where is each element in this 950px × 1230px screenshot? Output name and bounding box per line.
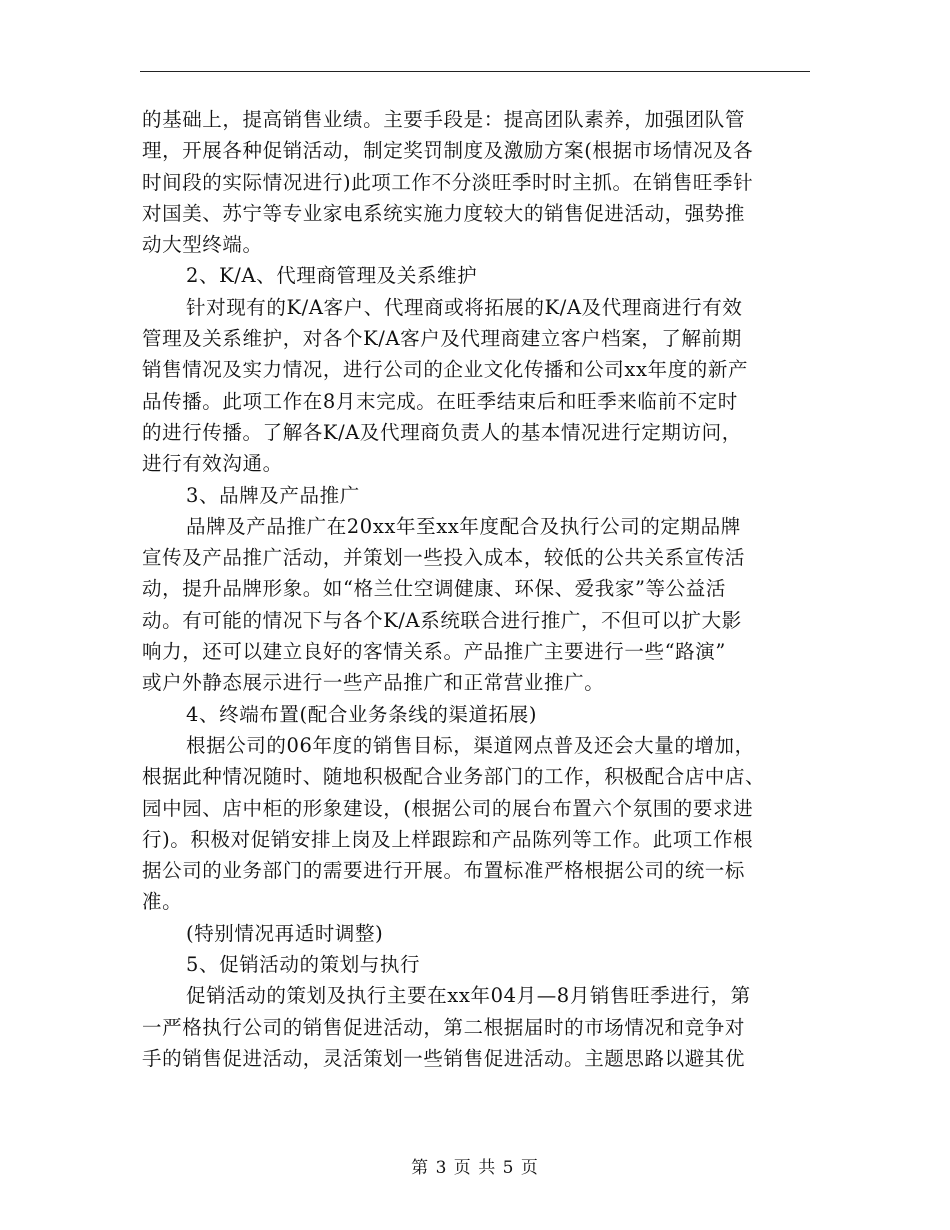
text-line: 4、终端布置(配合业务条线的渠道拓展)	[186, 702, 538, 726]
text-line: 对国美、苏宁等专业家电系统实施力度较大的销售促进活动，强势推	[142, 201, 746, 225]
text-line: 据公司的业务部门的需要进行开展。布置标准严格根据公司的统一标	[142, 859, 746, 883]
text-line: 品牌及产品推广在20xx年至xx年度配合及执行公司的定期品牌	[186, 514, 741, 538]
text-line: 手的销售促进活动，灵活策划一些销售促进活动。主题思路以避其优	[142, 1046, 746, 1070]
header-rule	[140, 71, 810, 72]
text-line: 3、品牌及产品推广	[186, 483, 360, 507]
text-line: 促销活动的策划及执行主要在xx年04月—8月销售旺季进行，第	[186, 984, 751, 1008]
text-line: 根据此种情况随时、随地积极配合业务部门的工作，积极配合店中店、	[142, 765, 766, 789]
text-line: 管理及关系维护，对各个K/A客户及代理商建立客户档案，了解前期	[142, 327, 742, 351]
text-line: 的基础上，提高销售业绩。主要手段是：提高团队素养，加强团队管	[142, 108, 746, 131]
text-line: (特别情况再适时调整)	[186, 921, 384, 945]
text-line: 响力，还可以建立良好的客情关系。产品推广主要进行一些“路演”	[142, 640, 726, 664]
text-line: 行)。积极对促销安排上岗及上样跟踪和产品陈列等工作。此项工作根	[142, 827, 754, 851]
body-text	[142, 104, 810, 1074]
text-line: 针对现有的K/A客户、代理商或将拓展的K/A及代理商进行有效	[186, 295, 743, 319]
text-line: 动大型终端。	[142, 233, 263, 257]
text-line: 理，开展各种促销活动，制定奖罚制度及激励方案(根据市场情况及各	[142, 139, 754, 163]
text-line: 品传播。此项工作在8月末完成。在旺季结束后和旺季来临前不定时	[142, 389, 738, 413]
text-line: 进行有效沟通。	[142, 452, 283, 476]
text-line: 时间段的实际情况进行)此项工作不分淡旺季时时主抓。在销售旺季针	[142, 170, 754, 194]
text-line: 园中园、店中柜的形象建设，(根据公司的展台布置六个氛围的要求进	[142, 796, 754, 820]
text-line: 动，提升品牌形象。如“格兰仕空调健康、环保、爱我家”等公益活	[142, 577, 726, 601]
text-line: 2、K/A、代理商管理及关系维护	[186, 264, 478, 288]
page-footer: 第 3 页 共 5 页	[411, 1158, 539, 1178]
text-line: 准。	[142, 890, 183, 914]
text-line: 动。有可能的情况下与各个K/A系统联合进行推广，不但可以扩大影	[142, 608, 742, 632]
text-line: 5、促销活动的策划与执行	[186, 953, 421, 977]
text-line: 销售情况及实力情况，进行公司的企业文化传播和公司xx年度的新产	[142, 358, 749, 382]
text-line: 根据公司的06年度的销售目标，渠道网点普及还会大量的增加，	[186, 733, 755, 757]
text-line: 宣传及产品推广活动，并策划一些投入成本，较低的公共关系宣传活	[142, 546, 746, 570]
text-line: 或户外静态展示进行一些产品推广和正常营业推广。	[142, 671, 605, 695]
text-line: 一严格执行公司的销售促进活动，第二根据届时的市场情况和竞争对	[142, 1015, 746, 1039]
text-line: 的进行传播。了解各K/A及代理商负责人的基本情况进行定期访问，	[142, 420, 742, 444]
